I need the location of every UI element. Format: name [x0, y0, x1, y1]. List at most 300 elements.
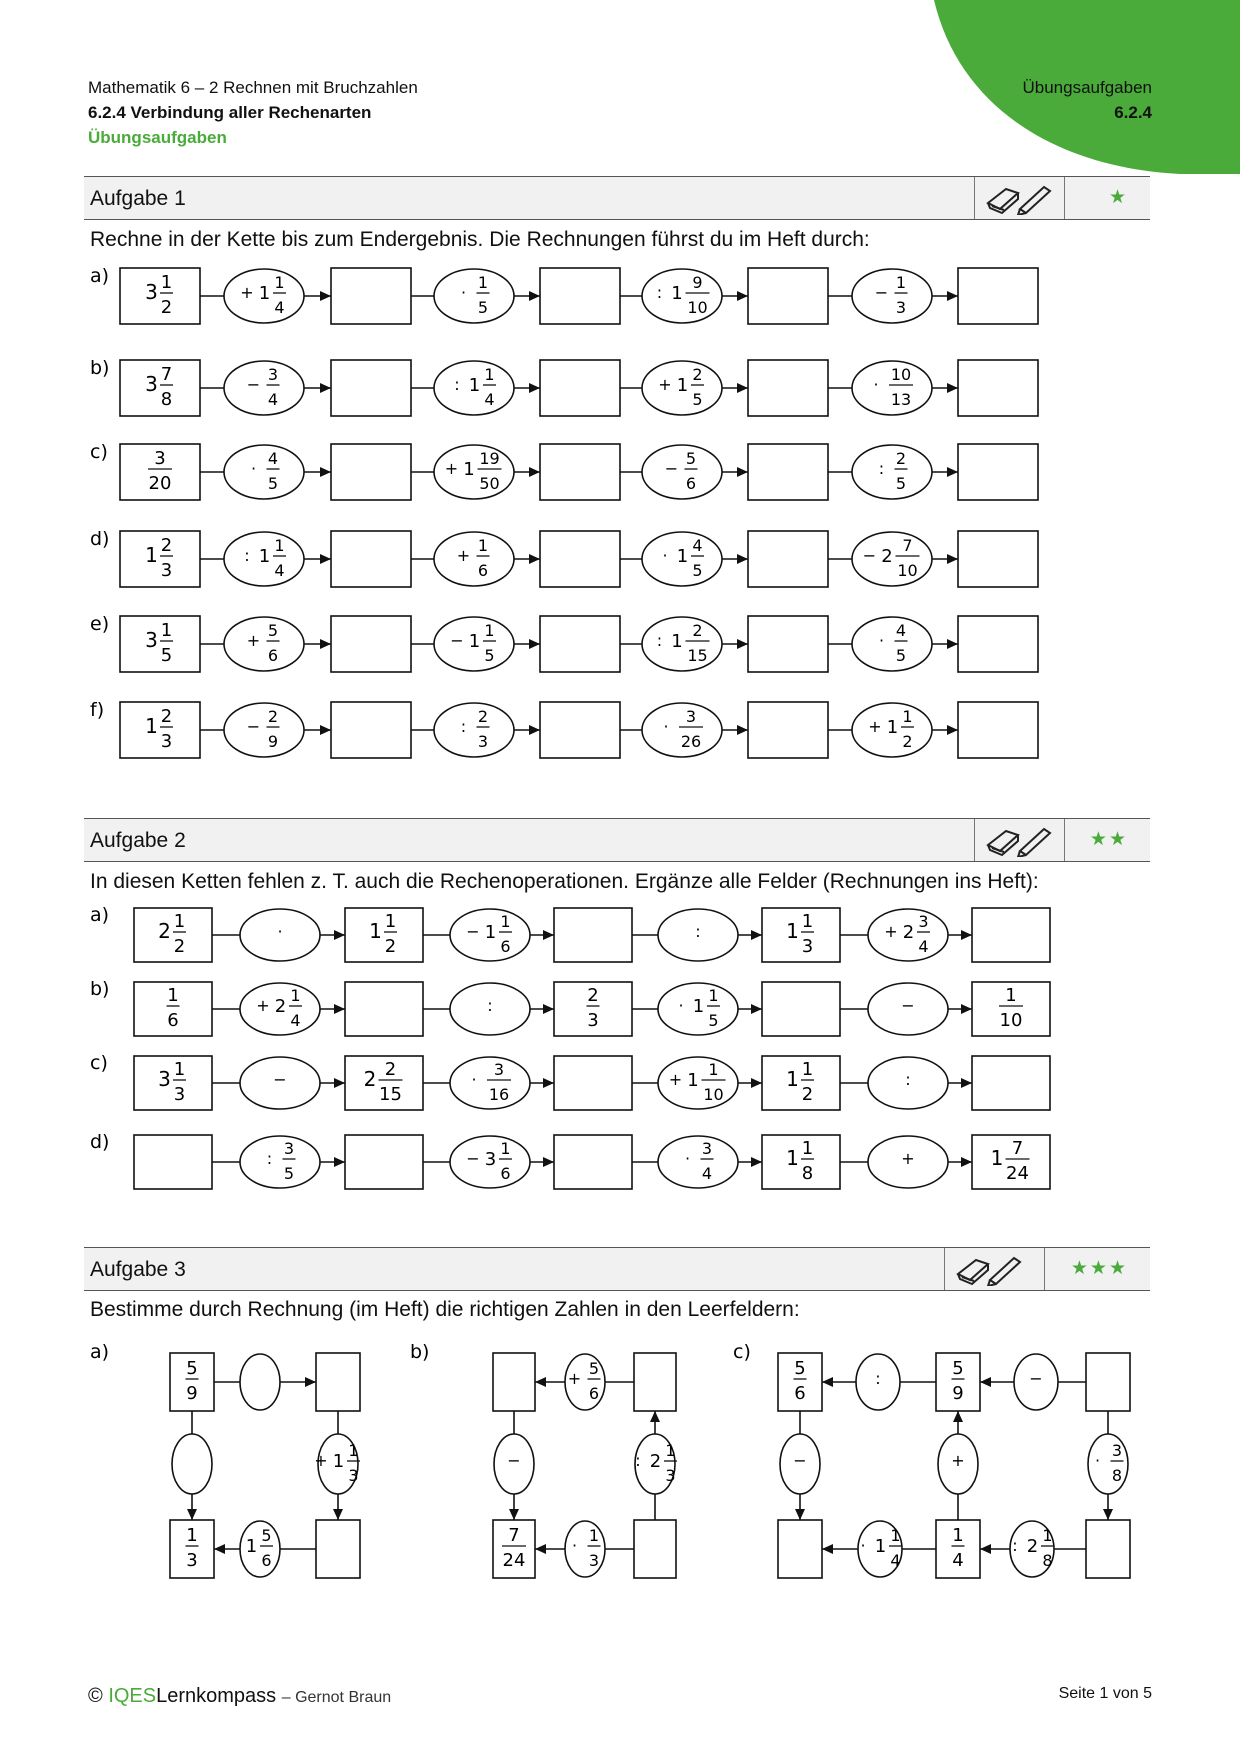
operator-symbol: +: [951, 1451, 965, 1470]
arrow-head: [737, 725, 748, 735]
task2-instruction: In diesen Ketten fehlen z. T. auch die Rechenoperationen. Ergänze alle Felder (Rechnungen ins Heft):: [90, 870, 1039, 893]
arrow-head: [947, 291, 958, 301]
chain-box: [134, 1135, 212, 1189]
denominator: 3: [801, 936, 814, 957]
answer-box: [331, 444, 411, 500]
numerator: 7: [1011, 1138, 1024, 1159]
numerator: 1: [801, 1138, 814, 1159]
numerator: 1: [902, 707, 913, 726]
arrow-head: [751, 1004, 762, 1014]
copyright-icon: ©: [88, 1685, 103, 1707]
operator-symbol: ·: [1094, 1451, 1101, 1470]
brand-name: Lernkompass: [156, 1685, 277, 1707]
operator-symbol: −: [862, 546, 877, 565]
header-right-number: 6.2.4: [1114, 103, 1152, 122]
denominator: 2: [801, 1084, 814, 1105]
whole-number: 1: [886, 717, 899, 738]
denominator: 6: [794, 1383, 806, 1404]
arrow-head: [947, 467, 958, 477]
denominator: 16: [488, 1085, 510, 1104]
denominator: 5: [283, 1164, 295, 1183]
numerator: 7: [902, 536, 913, 555]
arrow-head: [737, 554, 748, 564]
numerator: 1: [1042, 1526, 1053, 1545]
whole-number: 3: [145, 628, 158, 652]
operator-symbol: −: [1029, 1369, 1043, 1388]
whole-number: 1: [671, 631, 683, 652]
answer-box: [958, 616, 1038, 672]
denominator: 4: [274, 298, 285, 317]
loop-box: [634, 1520, 676, 1578]
loop-box: [778, 1520, 822, 1578]
operation-value: [793, 1451, 806, 1470]
chain-box: [554, 908, 632, 962]
operator-symbol: +: [901, 1149, 915, 1168]
numerator: 1: [290, 986, 301, 1005]
arrow-head: [305, 1377, 316, 1387]
whole-number: 1: [874, 1536, 887, 1557]
denominator: 4: [267, 390, 279, 409]
operation-ellipse: [224, 445, 304, 499]
whole-number: 1: [786, 1146, 799, 1170]
arrow-head: [737, 383, 748, 393]
denominator: 9: [267, 732, 279, 751]
answer-box: [748, 444, 828, 500]
operation-value: [695, 922, 700, 941]
numerator: 1: [348, 1441, 359, 1460]
chain-box: [972, 1056, 1050, 1110]
numerator: 1: [500, 1139, 511, 1158]
arrow-head: [187, 1509, 197, 1520]
whole-number: 1: [468, 631, 481, 652]
denominator: 5: [692, 390, 703, 409]
row-label: b): [90, 357, 110, 379]
denominator: 3: [665, 1466, 676, 1485]
denominator: 2: [173, 936, 186, 957]
task1-title: Aufgabe 1: [90, 187, 186, 210]
operator-symbol: −: [450, 631, 464, 650]
denominator: 2: [902, 732, 913, 751]
arrow-head: [320, 467, 331, 477]
arrow-head: [320, 383, 331, 393]
numerator: 3: [1111, 1441, 1123, 1460]
whole-number: 2: [274, 996, 287, 1017]
whole-number: 1: [786, 1067, 799, 1091]
arrow-head: [751, 930, 762, 940]
operator-symbol: ·: [662, 546, 668, 565]
operator-symbol: −: [273, 1070, 287, 1089]
operation-value: [905, 1070, 910, 1089]
operator-symbol: :: [460, 717, 467, 736]
denominator: 3: [895, 298, 907, 317]
arrow-head: [529, 383, 540, 393]
task1-instruction: Rechne in der Kette bis zum Endergebnis. Die Rechnungen führst du im Heft durch:: [90, 228, 870, 251]
row-label: b): [410, 1341, 430, 1363]
answer-box: [958, 444, 1038, 500]
book-pencil-icon: [984, 823, 1054, 862]
operator-symbol: +: [567, 1369, 582, 1388]
numerator: 1: [274, 273, 285, 292]
arrow-head: [535, 1544, 546, 1554]
operation-value: [875, 1369, 880, 1388]
numerator: 1: [186, 1525, 198, 1546]
denominator: 9: [952, 1383, 964, 1404]
answer-box: [958, 360, 1038, 416]
task3-instruction: Bestimme durch Rechnung (im Heft) die richtigen Zahlen in den Leerfeldern:: [90, 1298, 800, 1321]
arrow-head: [961, 1004, 972, 1014]
denominator: 10: [897, 561, 918, 580]
operation-ellipse: [224, 617, 304, 671]
numerator: 5: [794, 1358, 806, 1379]
operator-symbol: −: [507, 1451, 521, 1470]
arrow-head: [947, 639, 958, 649]
arrow-head: [737, 639, 748, 649]
row-label: c): [90, 1052, 108, 1074]
operator-symbol: ·: [684, 1149, 691, 1168]
numerator: 3: [701, 1139, 713, 1158]
footer-brand: [88, 1685, 391, 1708]
operation-ellipse: [224, 703, 304, 757]
author: – Gernot Braun: [281, 1689, 392, 1706]
denominator: 5: [267, 474, 279, 493]
denominator: 6: [685, 474, 697, 493]
task2-stars: ★★: [1089, 829, 1128, 850]
numerator: 5: [267, 621, 279, 640]
operator-symbol: :: [656, 631, 663, 650]
answer-box: [540, 444, 620, 500]
denominator: 5: [160, 645, 173, 666]
whole-number: 3: [145, 280, 158, 304]
arrow-head: [529, 467, 540, 477]
brand-iqes: IQES: [108, 1685, 157, 1707]
arrow-head: [320, 725, 331, 735]
operator-symbol: ·: [471, 1070, 477, 1089]
row-label: d): [90, 528, 110, 550]
numerator: 1: [1005, 985, 1017, 1006]
arrow-head: [737, 291, 748, 301]
book-pencil-icon: [954, 1252, 1024, 1291]
arrow-head: [737, 467, 748, 477]
header-section: 6.2.4 Verbindung aller Rechenarten: [88, 103, 372, 122]
answer-box: [540, 360, 620, 416]
operator-symbol: +: [314, 1451, 328, 1470]
denominator: 24: [502, 1550, 526, 1571]
numerator: 5: [186, 1358, 198, 1379]
arrow-head: [529, 725, 540, 735]
denominator: 2: [160, 297, 173, 318]
operator-symbol: +: [658, 375, 672, 394]
chain-box: [554, 1135, 632, 1189]
arrow-head: [947, 383, 958, 393]
arrow-head: [529, 554, 540, 564]
denominator: 4: [890, 1551, 901, 1570]
operator-symbol: :: [878, 459, 885, 478]
denominator: 8: [801, 1163, 814, 1184]
operator-symbol: :: [695, 922, 701, 941]
denominator: 4: [290, 1011, 301, 1030]
operator-symbol: ·: [250, 459, 257, 478]
numerator: 1: [160, 272, 173, 293]
operator-symbol: ·: [663, 717, 669, 736]
numerator: 1: [484, 365, 495, 384]
whole-number: 1: [687, 1070, 699, 1091]
page-number: Seite 1 von 5: [1058, 1685, 1152, 1702]
arrow-head: [334, 1004, 345, 1014]
arrow-head: [214, 1544, 225, 1554]
row-label: a): [90, 1341, 110, 1363]
whole-number: 1: [258, 283, 271, 304]
operator-symbol: ·: [678, 996, 684, 1015]
numerator: 2: [160, 535, 173, 556]
arrow-head: [961, 1157, 972, 1167]
arrow-head: [980, 1544, 991, 1554]
answer-box: [331, 268, 411, 324]
denominator: 6: [500, 937, 511, 956]
numerator: 1: [895, 273, 907, 292]
numerator: 2: [160, 706, 173, 727]
answer-box: [748, 360, 828, 416]
denominator: 8: [1111, 1466, 1123, 1485]
numerator: 1: [890, 1526, 901, 1545]
denominator: 4: [952, 1550, 964, 1571]
numerator: 5: [588, 1359, 600, 1378]
numerator: 2: [384, 1059, 397, 1080]
denominator: 6: [267, 646, 279, 665]
whole-number: 1: [671, 283, 683, 304]
arrow-head: [961, 930, 972, 940]
denominator: 13: [890, 390, 912, 409]
whole-number: 1: [145, 543, 158, 567]
operation-value: [487, 996, 492, 1015]
numerator: 2: [477, 707, 489, 726]
operator-symbol: +: [884, 922, 898, 941]
denominator: 6: [167, 1010, 179, 1031]
operator-symbol: +: [256, 996, 270, 1015]
operator-symbol: :: [266, 1149, 273, 1168]
numerator: 1: [173, 911, 186, 932]
whole-number: 2: [649, 1451, 662, 1472]
operator-symbol: :: [635, 1451, 641, 1470]
denominator: 3: [588, 1551, 600, 1570]
numerator: 1: [801, 911, 814, 932]
whole-number: 1: [786, 919, 799, 943]
task3-header: [84, 1247, 1150, 1291]
task3-stars: ★★★: [1070, 1258, 1128, 1279]
operator-symbol: −: [466, 1149, 480, 1168]
numerator: 7: [160, 364, 173, 385]
numerator: 3: [685, 707, 697, 726]
arrow-head: [751, 1157, 762, 1167]
operator-symbol: +: [240, 283, 254, 302]
operator-symbol: :: [875, 1369, 881, 1388]
answer-box: [748, 702, 828, 758]
arrow-head: [822, 1544, 833, 1554]
operator-symbol: −: [901, 996, 915, 1015]
arrow-head: [795, 1509, 805, 1520]
arrow-head: [947, 725, 958, 735]
numerator: 19: [479, 449, 500, 468]
numerator: 1: [952, 1525, 964, 1546]
answer-box: [331, 702, 411, 758]
numerator: 2: [587, 985, 599, 1006]
numerator: 1: [477, 273, 489, 292]
numerator: 3: [283, 1139, 295, 1158]
denominator: 6: [500, 1164, 511, 1183]
operation-value: [901, 1149, 914, 1168]
arrow-head: [334, 1078, 345, 1088]
denominator: 4: [484, 390, 495, 409]
loop-box: [634, 1353, 676, 1411]
numerator: 1: [160, 620, 173, 641]
numerator: 1: [167, 985, 179, 1006]
denominator: 26: [680, 732, 702, 751]
arrow-head: [543, 1004, 554, 1014]
operator-symbol: :: [244, 546, 250, 565]
operator-symbol: +: [246, 631, 261, 650]
operation-ellipse: [434, 269, 514, 323]
numerator: 1: [384, 911, 397, 932]
row-label: c): [733, 1341, 751, 1363]
answer-box: [748, 268, 828, 324]
denominator: 5: [895, 646, 907, 665]
operation-ellipse: [172, 1434, 212, 1494]
numerator: 5: [952, 1358, 964, 1379]
operator-symbol: +: [868, 717, 882, 736]
arrow-head: [543, 1157, 554, 1167]
numerator: 5: [685, 449, 697, 468]
whole-number: 1: [332, 1451, 345, 1472]
task3-title: Aufgabe 3: [90, 1258, 186, 1281]
operator-symbol: −: [246, 717, 261, 736]
denominator: 6: [261, 1551, 272, 1570]
whole-number: 2: [158, 919, 171, 943]
denominator: 6: [588, 1384, 600, 1403]
operation-value: [277, 922, 282, 941]
numerator: 1: [500, 912, 511, 931]
denominator: 3: [160, 731, 173, 752]
chain-box: [345, 1135, 423, 1189]
numerator: 1: [173, 1059, 186, 1080]
numerator: 3: [154, 448, 166, 469]
numerator: 3: [493, 1060, 505, 1079]
chain-box: [345, 982, 423, 1036]
answer-box: [331, 531, 411, 587]
operation-ellipse: [434, 532, 514, 586]
arrow-head: [529, 639, 540, 649]
answer-box: [748, 531, 828, 587]
operation-value: [273, 1070, 286, 1089]
whole-number: 3: [145, 372, 158, 396]
loop-box: [493, 1353, 535, 1411]
numerator: 4: [267, 449, 279, 468]
operation-ellipse: [658, 1136, 738, 1188]
numerator: 1: [588, 1526, 600, 1545]
chain-box: [762, 982, 840, 1036]
numerator: 1: [274, 536, 285, 555]
numerator: 1: [484, 621, 495, 640]
denominator: 10: [999, 1010, 1023, 1031]
answer-box: [958, 268, 1038, 324]
denominator: 5: [484, 646, 495, 665]
task2-header: [84, 818, 1150, 862]
denominator: 24: [1006, 1163, 1029, 1184]
numerator: 2: [692, 621, 703, 640]
answer-box: [540, 616, 620, 672]
denominator: 8: [1042, 1551, 1053, 1570]
denominator: 4: [918, 937, 929, 956]
chain-box: [554, 1056, 632, 1110]
arrow-head: [320, 291, 331, 301]
operator-symbol: :: [905, 1070, 911, 1089]
whole-number: 2: [881, 546, 893, 567]
loop-box: [1086, 1353, 1130, 1411]
operator-symbol: +: [456, 546, 471, 565]
denominator: 5: [708, 1011, 719, 1030]
task2-title: Aufgabe 2: [90, 829, 186, 852]
answer-box: [958, 531, 1038, 587]
operator-symbol: +: [668, 1070, 683, 1089]
header-right-type: Übungsaufgaben: [1022, 78, 1152, 97]
operator-symbol: :: [1012, 1536, 1018, 1555]
arrow-head: [822, 1377, 833, 1387]
operation-value: [507, 1451, 520, 1470]
numerator: 1: [801, 1059, 814, 1080]
operator-symbol: ·: [860, 1536, 866, 1555]
denominator: 3: [173, 1084, 186, 1105]
arrow-head: [751, 1078, 762, 1088]
numerator: 2: [692, 365, 703, 384]
denominator: 6: [477, 561, 489, 580]
operator-symbol: ·: [571, 1536, 578, 1555]
operator-symbol: +: [444, 459, 459, 478]
numerator: 10: [890, 365, 912, 384]
operation-ellipse: [852, 269, 932, 323]
whole-number: 1: [676, 546, 689, 567]
whole-number: 2: [1026, 1536, 1039, 1557]
whole-number: 1: [990, 1146, 1004, 1170]
arrow-head: [333, 1509, 343, 1520]
row-label: a): [90, 265, 110, 287]
whole-number: 1: [484, 922, 497, 943]
header-subject: Mathematik 6 – 2 Rechnen mit Bruchzahlen: [88, 78, 418, 97]
denominator: 4: [701, 1164, 713, 1183]
row-label: b): [90, 978, 110, 1000]
whole-number: 1: [145, 714, 158, 738]
operator-symbol: −: [466, 922, 480, 941]
chain-box: [972, 908, 1050, 962]
denominator: 10: [703, 1085, 724, 1104]
answer-box: [748, 616, 828, 672]
operation-ellipse: [240, 1136, 320, 1188]
task1-stars: ★: [1108, 187, 1128, 208]
row-label: f): [90, 699, 105, 721]
operator-symbol: ·: [460, 283, 467, 302]
arrow-head: [980, 1377, 991, 1387]
operator-symbol: −: [793, 1451, 807, 1470]
arrow-head: [535, 1377, 546, 1387]
whole-number: 1: [692, 996, 705, 1017]
denominator: 2: [384, 936, 397, 957]
denominator: 3: [477, 732, 489, 751]
arrow-head: [961, 1078, 972, 1088]
arrow-head: [334, 1157, 345, 1167]
denominator: 50: [479, 474, 500, 493]
denominator: 5: [477, 298, 489, 317]
denominator: 3: [160, 560, 173, 581]
operation-ellipse: [240, 1354, 280, 1410]
denominator: 15: [687, 646, 708, 665]
row-label: e): [90, 613, 110, 635]
